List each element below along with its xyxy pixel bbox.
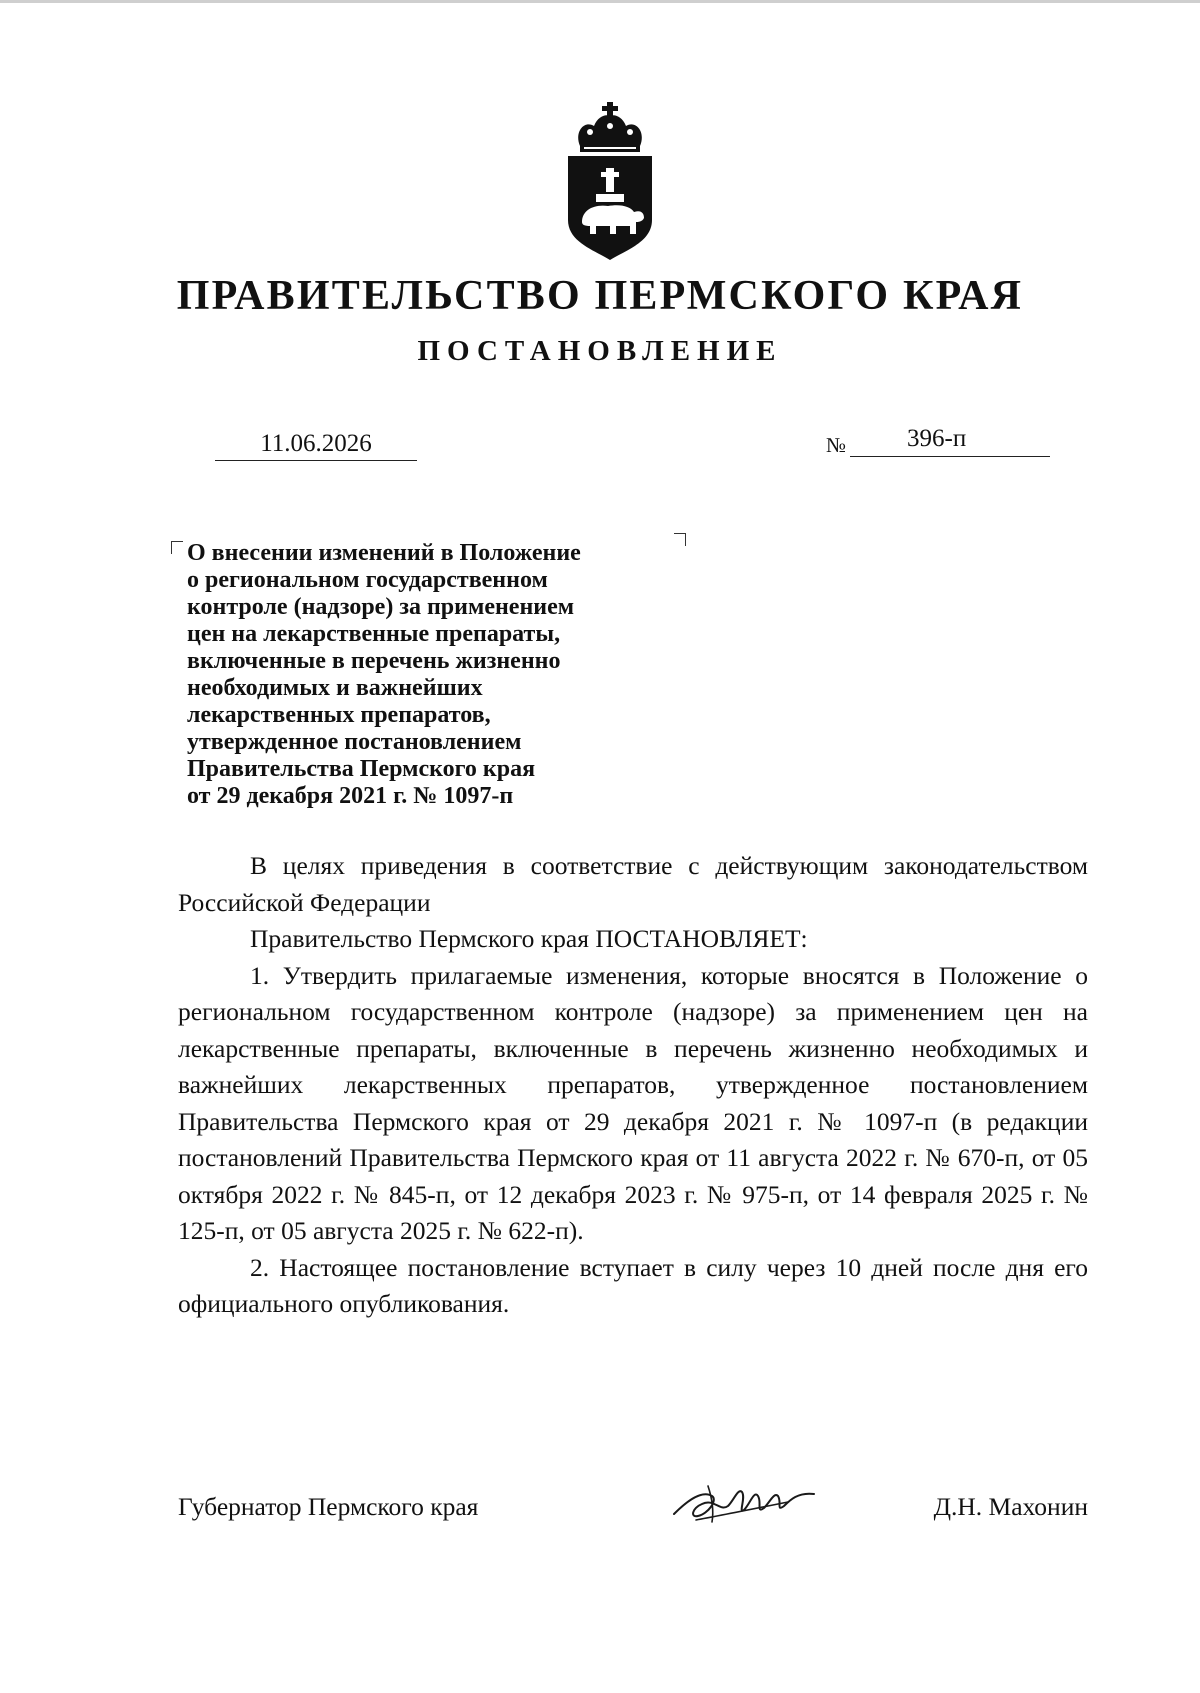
subject-line: контроле (надзоре) за применением: [187, 594, 575, 620]
perm-krai-coat-of-arms-icon: [560, 102, 660, 262]
document-type-title: ПОСТАНОВЛЕНИЕ: [417, 335, 783, 367]
subject-line: утвержденное постановлением: [187, 729, 522, 755]
resolution-paragraph: Правительство Пермского края ПОСТАНОВЛЯЕТ:: [250, 924, 808, 953]
subject-line: включенные в перечень жизненно: [187, 648, 561, 674]
subject-line: необходимых и важнейших: [187, 675, 483, 701]
subject-line: цен на лекарственные препараты,: [187, 621, 561, 647]
handwritten-signature: [668, 1470, 818, 1534]
subject-line: о региональном государственном: [187, 567, 548, 593]
subject-line: лекарственных препаратов,: [187, 702, 491, 728]
clause-1-paragraph: 1. Утвердить прилагаемые изменения, которые вносятся в Положение о региональном государственном контроле (надзоре) за применением цен на лекарственные препараты, включенные в перечень жизненно необходимых и важнейших лекарственных препаратов, утвержденное постановлением Правительства Пермского края от 29 декабря 2021 г. № 1097-п (в редакции постановлений Правительства Пермского края от 11 августа 2022 г. № 670-п, от 05 октября 2022 г. № 845-п, от 12 декабря 2023 г. № 975-п, от 14 февраля 2025 г. № 125-п, от 05 августа 2025 г. № 622-п).: [178, 960, 1088, 1245]
subject-line: О внесении изменений в Положение: [187, 540, 581, 566]
subject-bracket-right: [674, 533, 686, 546]
document-date: 11.06.2026: [215, 428, 417, 461]
document-number-field: [850, 422, 1050, 457]
clause-2-paragraph: 2. Настоящее постановление вступает в силу через 10 дней после дня его официального опубликования.: [178, 1252, 1088, 1318]
subject-bracket-left: [171, 541, 183, 554]
preamble-paragraph: В целях приведения в соответствие с действующим законодательством Российской Федерации: [178, 851, 1088, 917]
document-body: [178, 848, 1088, 1323]
subject-line: Правительства Пермского края: [187, 756, 536, 782]
authority-title: ПРАВИТЕЛЬСТВО ПЕРМСКОГО КРАЯ: [176, 273, 1024, 319]
signatory-name: Д.Н. Махонин: [933, 1492, 1088, 1521]
subject-line: от 29 декабря 2021 г. № 1097-п: [187, 783, 514, 809]
scan-edge: [0, 0, 1200, 3]
document-number: 396-п: [907, 425, 967, 452]
document-subject: [187, 540, 667, 810]
signature-block: [178, 1484, 1088, 1544]
signatory-position: Губернатор Пермского края: [178, 1492, 479, 1521]
number-sign: №: [826, 433, 847, 457]
